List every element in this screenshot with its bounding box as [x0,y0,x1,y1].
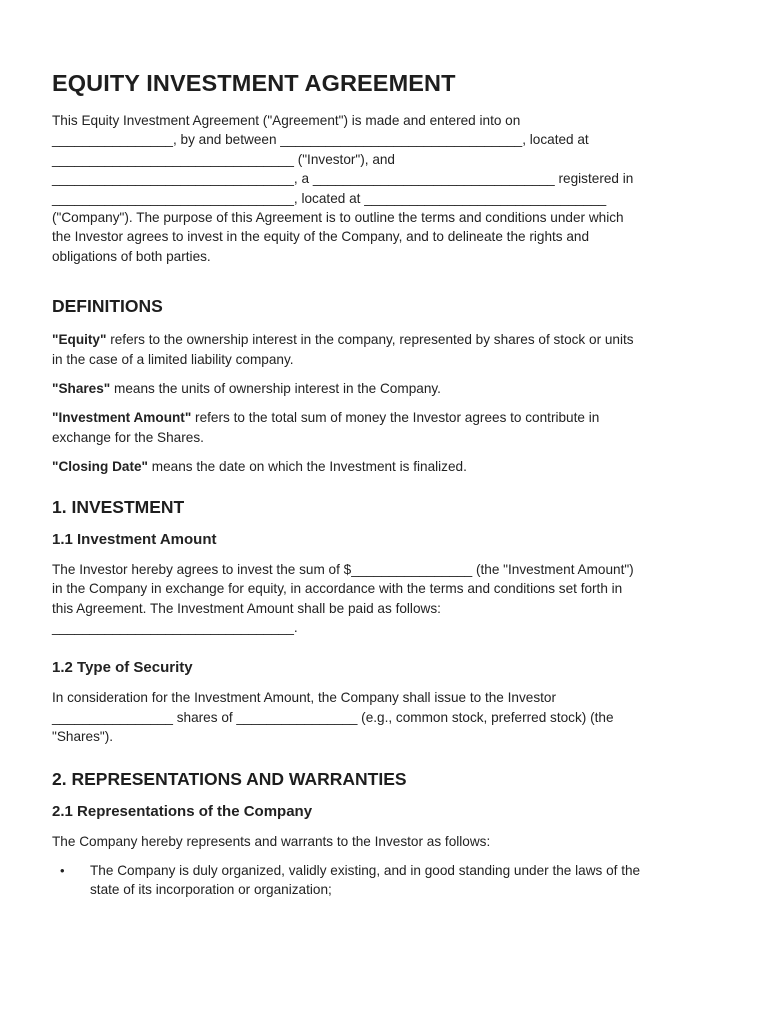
definition-term: "Equity" [52,332,107,348]
representations-heading: 2. REPRESENTATIONS AND WARRANTIES [52,768,407,789]
representations-section [52,769,724,900]
document-title: EQUITY INVESTMENT AGREEMENT [52,70,456,96]
intro-paragraph: This Equity Investment Agreement ("Agreement") is made and entered into on ________________, by and between ________________________________, located at ________________________________ ("Investor"), and ________________________________, a ________________________________ registered in ________________________________, located at ________________________________ ("Company"). The purpose of this Agreement is to outline the terms and conditions under which the Investor agrees to invest in the equity of the Company, and to delineate the rights and obligations of both parties. [52,113,634,264]
company-representations-heading: 2.1 Representations of the Company [52,802,313,820]
investment-amount-heading: 1.1 Investment Amount [52,530,217,548]
definition-text: refers to the total sum of money the Investor agrees to contribute in exchange for the Shares. [52,410,600,445]
type-of-security-block [52,659,724,746]
definition-equity [52,330,724,369]
definition-term: "Closing Date" [52,459,148,475]
definition-term: "Investment Amount" [52,410,192,426]
definition-text: refers to the ownership interest in the company, represented by shares of stock or units in the case of a limited liability company. [52,332,634,367]
investment-amount-text: The Investor hereby agrees to invest the sum of $________________ (the "Investment Amount") in the Company in exchange for equity, in accordance with the terms and conditions set forth in this Agreement. The Investment Amount shall be paid as follows: ________________________________. [52,561,634,635]
investment-amount-block [52,531,724,638]
list-item-text: The Company is duly organized, validly existing, and in good standing under the laws of the state of its incorporation or organization; [90,862,641,898]
investment-section [52,497,724,747]
type-of-security-text: In consideration for the Investment Amount, the Company shall issue to the Investor ________________ shares of ________________ (e.g., common stock, preferred stock) (the "Shares"). [52,690,614,745]
investment-heading: 1. INVESTMENT [52,496,185,517]
definition-text: means the units of ownership interest in the Company. [110,381,441,397]
definitions-section [52,296,724,476]
definition-shares [52,379,724,398]
definition-investment-amount [52,408,724,447]
bullet-marker: • [60,862,65,878]
company-representations-list [52,861,724,900]
company-representations-intro: The Company hereby represents and warrants to the Investor as follows: [52,833,491,849]
definitions-heading: DEFINITIONS [52,296,163,317]
definition-term: "Shares" [52,381,111,397]
definition-closing-date [52,457,724,476]
definition-text: means the date on which the Investment is finalized. [147,459,467,475]
type-of-security-heading: 1.2 Type of Security [52,659,193,677]
document-page [52,70,724,900]
list-item [52,861,724,900]
